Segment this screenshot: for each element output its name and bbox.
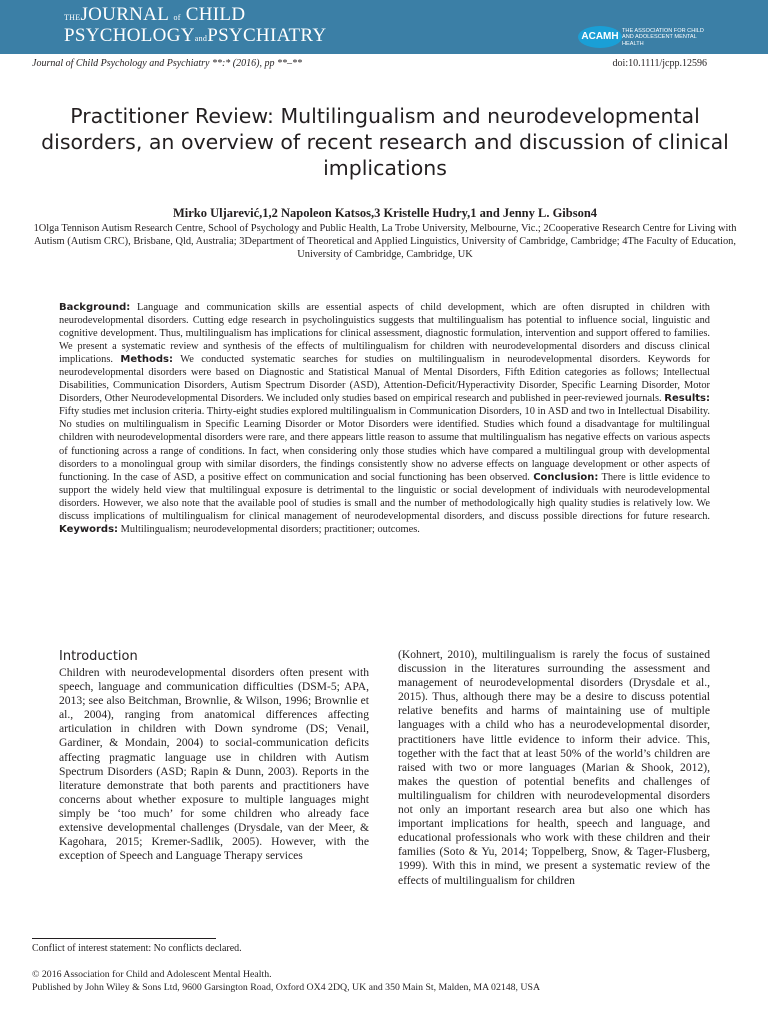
introduction-heading: Introduction xyxy=(59,649,138,664)
affiliations: 1Olga Tennison Autism Research Centre, School of Psychology and Public Health, La Trobe University, Melbourne, Vic.; 2Cooperative Research Centre for Living with Autism (Autism CRC), Brisbane, Qld, Australia; 3Department of Theoretical and Applied Linguistics, University of Cambridge, Cambridge; 4The Faculty of Education, University of Cambridge, Cambridge, UK xyxy=(33,223,737,261)
journal-logo-psychiatry: PSYCHIATRY xyxy=(207,25,327,46)
conflict-statement: Conflict of interest statement: No conflicts declared. xyxy=(32,943,242,954)
abstract-results-label: Results: xyxy=(664,393,710,405)
abstract-methods: We conducted systematic searches for studies on multilingualism in neurodevelopmental disorders. Keywords for neurodevelopmental disorders were based on Diagnostic and Statistical Manual of Mental Disorders, Fifth Edition categories as follows; Intellectual Disabilities, Communication Disorders, Autism Spectrum Disorder (ASD), Attention-Deficit/Hyperactivity Disorder, Specific Learning Disorder, Motor Disorders, Other Neurodevelopmental Disorders. We included only studies based on empirical research and published in peer-reviewed journals. xyxy=(59,354,710,405)
abstract-conclusion: There is little evidence to support the widely held view that multilingual exposure is detrimental to the linguistic or social development of individuals with neurodevelopmental disorders. However, we also note that the available pool of studies is small and the number of methodologically high quality studies is relatively low. We discuss implications of multilingualism for clinical management of neurodevelopmental disorders, and discuss possible directions for future research. xyxy=(59,471,710,522)
journal-logo-and: and xyxy=(194,34,208,43)
acamh-org-name: THE ASSOCIATION FOR CHILD AND ADOLESCENT MENTAL HEALTH xyxy=(622,28,704,47)
publisher-footer xyxy=(32,968,732,994)
article-title: Practitioner Review: Multilingualism and neurodevelopmental disorders, an overview of recent research and discussion of clinical implications xyxy=(41,104,729,180)
footnote-divider xyxy=(32,938,216,939)
body-column-right: (Kohnert, 2010), multilingualism is rarely the focus of sustained discussion in the literatures surrounding the assessment and management of neurodevelopmental disorders (Drysdale et al., 2015). Thus, although there may be a desire to discuss potential relative benefits and harms of maintaining use of multiple languages with a child who has a neurodevelopmental disorder, practitioners have little evidence to inform their advice. This, together with the fact that at least 50% of the world’s children are raised with two or more languages (Marian & Shook, 2012), makes the question of potential benefits and challenges of multilingualism for children with neurodevelopmental disorders not only an important research area but also one which has important implications for health, speech and language, and educational professionals who work with these children and their families (Soto & Yu, 2014; Toppelberg, Snow, & Tager-Flusberg, 1999). With this in mind, we present a systematic review of the effects of multilingualism for children xyxy=(398,648,710,887)
journal-logo-prefix: THE xyxy=(64,13,81,22)
abstract-keywords: Multilingualism; neurodevelopmental disorders; practitioner; outcomes. xyxy=(120,523,420,535)
journal-logo-of: of xyxy=(173,13,181,22)
body-column-left: Children with neurodevelopmental disorders often present with speech, language and communication difficulties (DSM-5; APA, 2013; see also Beitchman, Brownlie, & Wilson, 1996; Brownlie et al., 2004), ranging from anatomical differences affecting articulation in children with Down syndrome (DS; Venail, Gardiner, & Mondain, 2004) to social-communication deficits affecting pragmatic language use in children with Autism Spectrum Disorders (ASD; Rapin & Dunn, 2003). Reports in the literature demonstrate that both parents and practitioners have concerns about whether exposure to multiple languages might simply be ‘too much’ for some children who already face extensive developmental challenges (Drysdale, van der Meer, & Kagohara, 2015; Kremer-Sadlik, 2005). However, with the exception of Speech and Language Therapy services xyxy=(59,666,369,863)
abstract-methods-label: Methods: xyxy=(120,354,173,366)
abstract-keywords-label: Keywords: xyxy=(59,523,119,535)
abstract xyxy=(59,301,710,536)
author-list: Mirko Uljarević,1,2 Napoleon Katsos,3 Kristelle Hudry,1 and Jenny L. Gibson4 xyxy=(172,206,598,220)
journal-banner xyxy=(0,0,768,54)
journal-logo xyxy=(64,6,326,48)
running-head-journal: Journal of Child Psychology and Psychiatry **:* (2016), pp **–** xyxy=(32,58,302,69)
running-head-doi[interactable]: doi:10.1111/jcpp.12596 xyxy=(612,58,707,69)
publisher-line: Published by John Wiley & Sons Ltd, 9600 Garsington Road, Oxford OX4 2DQ, UK and 350 Main St, Malden, MA 02148, USA xyxy=(32,982,541,993)
acamh-logo: ACAMH xyxy=(578,26,622,48)
journal-logo-child: CHILD xyxy=(185,4,246,25)
abstract-background: Language and communication skills are essential aspects of child development, which are often disrupted in children with neurodevelopmental disorders. Cutting edge research in psycholinguistics suggests that multilingualism has potential to influence social, linguistic and cognitive development. Thus, multilingualism has implications for clinical assessment, diagnostic formulation, intervention and support offered to families. We present a systematic review and synthesis of the effects of multilingualism for children with neurodevelopmental disorders and discuss clinical implications. xyxy=(59,302,710,366)
abstract-results: Fifty studies met inclusion criteria. Thirty-eight studies explored multilingualism in Communication Disorders, 10 in ASD and two in Intellectual Disability. No studies on multilingualism in Specific Learning Disorder or Motor Disorders were identified. Studies which found a disadvantage for multilingual children with neurodevelopmental disorders were rare, and there appears little reason to assume that multilingualism has negative effects on various aspects of functioning across a range of conditions. In fact, when considering only those studies which have compared a multilingual group with developmental disorders to a monolingual group with similar disorders, the findings consistently show no adverse effects on language development or other aspects of functioning. In the case of ASD, a positive effect on communication and social functioning has been observed. xyxy=(59,406,710,483)
journal-logo-word: JOURNAL xyxy=(80,4,169,25)
abstract-background-label: Background: xyxy=(59,302,131,313)
copyright-line: © 2016 Association for Child and Adolescent Mental Health. xyxy=(32,969,272,980)
abstract-conclusion-label: Conclusion: xyxy=(533,471,599,483)
journal-logo-psychology: PSYCHOLOGY xyxy=(64,25,195,46)
